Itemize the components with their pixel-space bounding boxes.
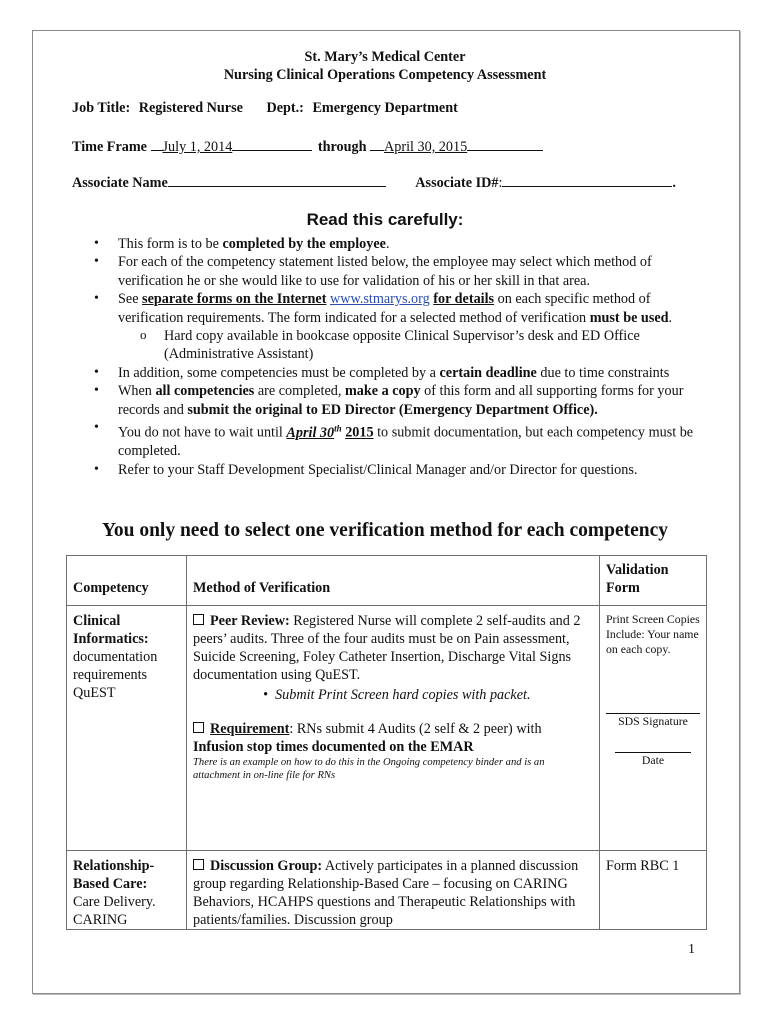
peer-review-bullet: • Submit Print Screen hard copies with packet. [263, 687, 531, 703]
instruction-subitem: o Hard copy available in bookcase opposite Clinical Supervisor’s desk and ED Office (Administrative Assistant) [118, 327, 694, 364]
org-name: St. Mary’s Medical Center [304, 49, 466, 65]
method-cell: Discussion Group: Actively participates in a planned discussion group regarding Relationship-Based Care – focusing on CARING Behaviors, HCAHPS questions and Therapeutic Relationships with patients/families. Discussion group [187, 851, 600, 930]
page-number: 1 [688, 942, 695, 957]
job-title-value: Registered Nurse [138, 100, 243, 116]
dept-label: Dept.: [266, 100, 304, 116]
validation-cell [600, 606, 707, 851]
read-carefully-heading: Read this carefully: [306, 210, 464, 229]
associate-id-colon: : [498, 175, 503, 191]
time-frame-label: Time Frame [72, 139, 147, 155]
dept-value: Emergency Department [312, 100, 458, 116]
instruction-item: • For each of the competency statement listed below, the employee may select which method of verification he or she would like to use for validation of his or her skill in that area. [94, 253, 694, 290]
associate-id-label: Associate ID# [415, 175, 499, 191]
associate-id-end: . [672, 175, 676, 191]
table-row [67, 606, 707, 851]
competency-table [66, 555, 707, 930]
select-one-heading: You only need to select one verification method for each competency [101, 520, 669, 541]
instruction-list [94, 235, 694, 479]
associate-name-field[interactable] [168, 173, 386, 187]
time-frame-start-trail [232, 137, 312, 151]
requirement-checkbox[interactable] [193, 722, 204, 733]
competency-cell: Relationship-Based Care: Care Delivery. CARING [67, 851, 187, 930]
competency-cell: Clinical Informatics: documentation requirements QuEST [67, 606, 187, 851]
instruction-item: • See separate forms on the Internet www.stmarys.org for details on each specific method of verification requirements. The form indicated for a selected method of verification must be used. o Hard copy available in bookcase opposite Clinical Supervisor’s desk and ED Office (Administrative Assistant) [94, 290, 694, 364]
job-dept-row [72, 100, 458, 117]
instruction-item: • Refer to your Staff Development Specialist/Clinical Manager and/or Director for questions. [94, 461, 694, 479]
header-method: Method of Verification [187, 556, 600, 606]
time-frame-start[interactable]: July 1, 2014 [162, 139, 233, 155]
time-frame-end[interactable]: April 30, 2015 [384, 139, 468, 155]
through-label: through [317, 139, 367, 155]
time-frame-start-lead [151, 137, 163, 151]
instruction-item: • In addition, some competencies must be completed by a certain deadline due to time constraints [94, 364, 694, 382]
time-frame-end-lead [370, 137, 384, 151]
table-row [67, 851, 707, 930]
date-label: Date [641, 753, 665, 768]
instruction-item: • When all competencies are completed, make a copy of this form and all supporting forms for your records and submit the original to ED Director (Emergency Department Office). [94, 382, 694, 419]
header-competency: Competency [67, 556, 187, 606]
stmarys-link[interactable]: www.stmarys.org [330, 291, 430, 308]
time-frame-end-trail [467, 137, 543, 151]
validation-text: Print Screen Copies Include: Your name on each copy. [606, 612, 700, 656]
associate-id-field[interactable] [502, 173, 672, 187]
table-header-row [67, 556, 707, 606]
peer-review-checkbox[interactable] [193, 614, 204, 625]
time-frame-row [72, 137, 543, 156]
header-validation: Validation Form [600, 556, 707, 606]
requirement-note: There is an example on how to do this in the Ongoing competency binder and is an attachment in on-line file for RNs [193, 757, 545, 781]
instruction-item: • You do not have to wait until April 30th 2015 to submit documentation, but each competency must be completed. [94, 419, 694, 461]
validation-cell: Form RBC 1 [600, 851, 707, 930]
instruction-item: • This form is to be completed by the employee. [94, 235, 694, 253]
instruction-sublist [118, 327, 694, 364]
associate-name-label: Associate Name [72, 175, 168, 191]
method-cell: Peer Review: Registered Nurse will complete 2 self-audits and 2 peers’ audits. Three of the four audits must be on Pain assessment, Suicide Screening, Foley Catheter Insertion, Discharge Vital Signs documentation using QuEST. • Submit Print Screen hard copies with packet. Requirement: RNs submit 4 Audits (2 self & 2 peer) with Infusion stop times documented on the EMAR There is an example on how to do this in the Ongoing competency binder and is an attachment in on-line file for RNs [187, 606, 600, 851]
sds-signature-label: SDS Signature [618, 714, 688, 729]
job-title-label: Job Title: [72, 100, 131, 116]
discussion-group-checkbox[interactable] [193, 859, 204, 870]
associate-row [72, 173, 676, 192]
form-title: Nursing Clinical Operations Competency Assessment [223, 67, 547, 83]
